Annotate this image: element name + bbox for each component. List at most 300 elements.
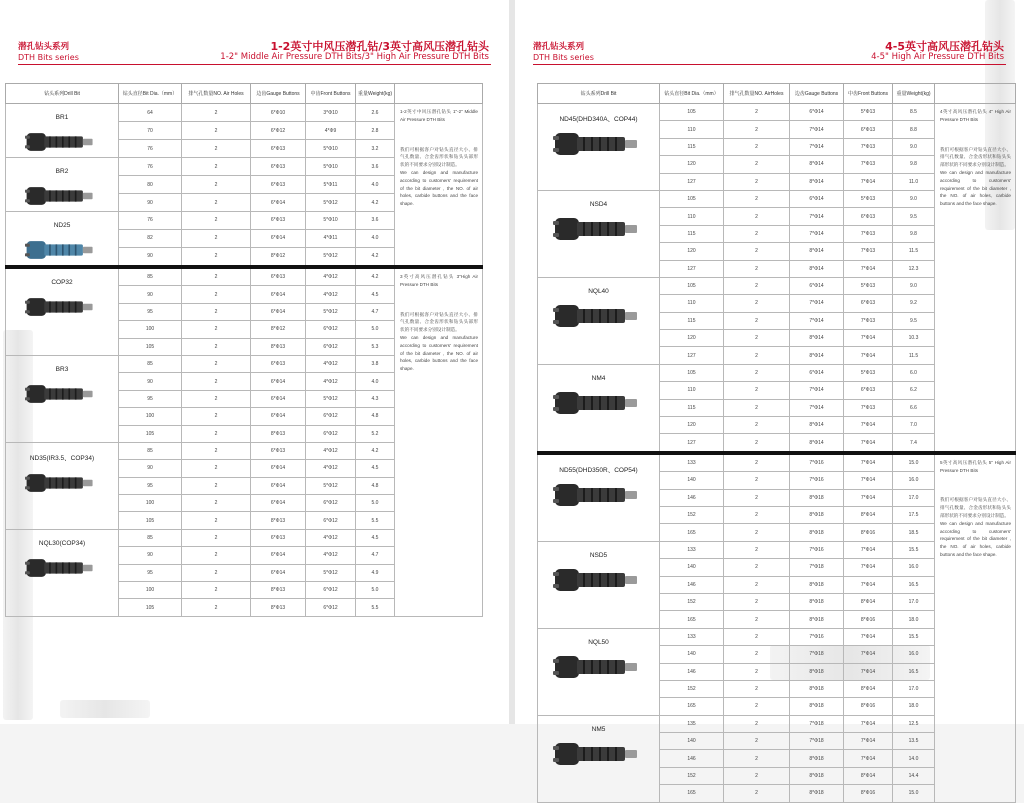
front-buttons-cell: 7*Φ14 — [844, 628, 893, 645]
bit-diameter-cell: 140 — [660, 646, 724, 663]
front-buttons-cell: 5*Φ12 — [306, 390, 356, 407]
gauge-buttons-cell: 6*Φ14 — [251, 229, 306, 247]
gauge-buttons-cell: 6*Φ12 — [251, 122, 306, 140]
bit-diameter-cell: 90 — [119, 194, 182, 212]
weight-cell: 5.5 — [356, 512, 395, 529]
drill-bit-model-name: NM4 — [591, 374, 606, 382]
gauge-buttons-cell: 6*Φ14 — [251, 303, 306, 320]
gauge-buttons-cell: 6*Φ14 — [251, 460, 306, 477]
front-buttons-cell: 5*Φ13 — [844, 277, 893, 294]
note-spacer — [400, 124, 478, 146]
air-holes-cell: 2 — [182, 477, 251, 494]
bit-diameter-cell: 110 — [660, 208, 724, 225]
bit-diameter-cell: 70 — [119, 122, 182, 140]
gauge-buttons-cell: 8*Φ14 — [790, 156, 844, 173]
br3-bit-icon — [6, 379, 118, 409]
gauge-buttons-cell: 8*Φ13 — [251, 582, 306, 599]
air-holes-cell: 2 — [182, 158, 251, 176]
spec-table — [5, 83, 483, 617]
weight-cell: 9.0 — [893, 277, 935, 294]
front-buttons-cell: 7*Φ14 — [844, 173, 893, 190]
front-buttons-cell: 6*Φ12 — [306, 408, 356, 425]
weight-cell: 8.5 — [893, 104, 935, 121]
gauge-buttons-cell: 8*Φ12 — [251, 321, 306, 338]
gauge-buttons-cell: 8*Φ14 — [790, 260, 844, 277]
front-buttons-cell: 5*Φ13 — [844, 190, 893, 207]
air-holes-cell: 2 — [724, 646, 790, 663]
air-holes-cell: 2 — [182, 140, 251, 158]
air-holes-cell: 2 — [724, 208, 790, 225]
weight-cell: 9.8 — [893, 225, 935, 242]
air-holes-cell: 2 — [724, 225, 790, 242]
weight-cell: 11.5 — [893, 347, 935, 364]
air-holes-cell: 2 — [724, 417, 790, 434]
weight-cell: 4.3 — [356, 390, 395, 407]
drill-bit-model-name: NQL50 — [588, 638, 609, 646]
notes-cell — [395, 267, 483, 616]
bit-diameter-cell: 76 — [119, 140, 182, 158]
nsd4-bit-icon — [538, 214, 659, 244]
front-buttons-cell: 7*Φ14 — [844, 453, 893, 472]
header-weight: 重量Weight(kg) — [893, 84, 935, 104]
weight-cell: 4.8 — [356, 408, 395, 425]
drill-bit-model-cell — [538, 190, 660, 277]
air-holes-cell: 2 — [724, 295, 790, 312]
air-holes-cell: 2 — [724, 611, 790, 628]
front-buttons-cell: 8*Φ14 — [844, 593, 893, 610]
front-buttons-cell: 7*Φ14 — [844, 260, 893, 277]
gauge-buttons-cell: 7*Φ14 — [790, 121, 844, 138]
table-row — [6, 104, 483, 122]
front-buttons-cell: 4*Φ12 — [306, 267, 356, 286]
front-buttons-cell: 6*Φ12 — [306, 599, 356, 616]
bit-diameter-cell: 165 — [660, 524, 724, 541]
weight-cell: 5.0 — [356, 582, 395, 599]
gauge-buttons-cell: 7*Φ16 — [790, 453, 844, 472]
air-holes-cell: 2 — [724, 121, 790, 138]
header-notes — [935, 84, 1016, 104]
air-holes-cell: 2 — [182, 547, 251, 564]
gauge-buttons-cell: 8*Φ14 — [790, 417, 844, 434]
air-holes-cell: 2 — [724, 243, 790, 260]
gauge-buttons-cell: 8*Φ14 — [790, 243, 844, 260]
weight-cell: 18.0 — [893, 698, 935, 715]
header-weight: 重量Weight(kg) — [356, 84, 395, 104]
weight-cell: 15.5 — [893, 541, 935, 558]
weight-cell: 8.8 — [893, 121, 935, 138]
gauge-buttons-cell: 7*Φ16 — [790, 628, 844, 645]
weight-cell: 6.2 — [893, 382, 935, 399]
bit-diameter-cell: 165 — [660, 785, 724, 802]
drill-bit-model-name: NQL30(COP34) — [38, 539, 86, 547]
bit-diameter-cell: 165 — [660, 698, 724, 715]
drill-bit-model-cell — [6, 212, 119, 268]
drill-bit-model-name: ND55(DHD350R、COP54) — [559, 466, 638, 474]
bit-diameter-cell: 146 — [660, 663, 724, 680]
drill-bit-model-name: BR3 — [55, 365, 69, 373]
front-buttons-cell: 8*Φ14 — [844, 767, 893, 784]
front-buttons-cell: 7*Φ14 — [844, 750, 893, 767]
header-drill-bit: 钻头系列Drill Bit — [538, 84, 660, 104]
page-title-en: 4-5" High Air Pressure DTH Bits — [871, 52, 1004, 62]
header-divider — [533, 64, 1006, 65]
gauge-buttons-cell: 8*Φ14 — [790, 173, 844, 190]
drill-bit-model-cell — [538, 277, 660, 364]
front-buttons-cell: 7*Φ14 — [844, 715, 893, 732]
weight-cell: 4.0 — [356, 176, 395, 194]
weight-cell: 3.6 — [356, 212, 395, 230]
page-title-cn: 1-2英寸中风压潜孔钻/3英寸高风压潜孔钻头 — [270, 40, 489, 53]
gauge-buttons-cell: 6*Φ14 — [790, 190, 844, 207]
bit-diameter-cell: 120 — [660, 243, 724, 260]
air-holes-cell: 2 — [724, 767, 790, 784]
table-row — [538, 104, 1016, 121]
drill-bit-model-cell — [6, 104, 119, 158]
front-buttons-cell: 8*Φ16 — [844, 524, 893, 541]
gauge-buttons-cell: 8*Φ14 — [790, 434, 844, 453]
bit-diameter-cell: 120 — [660, 330, 724, 347]
header-divider — [18, 64, 491, 65]
drill-bit-model-cell — [538, 628, 660, 715]
header-gauge-buttons: 边齿Gauge Buttons — [790, 84, 844, 104]
bit-diameter-cell: 140 — [660, 559, 724, 576]
weight-cell: 12.3 — [893, 260, 935, 277]
front-buttons-cell: 7*Φ14 — [844, 472, 893, 489]
bit-diameter-cell: 115 — [660, 225, 724, 242]
gauge-buttons-cell: 8*Φ18 — [790, 524, 844, 541]
front-buttons-cell: 7*Φ14 — [844, 434, 893, 453]
right-page — [515, 0, 1024, 797]
nd35-bit-icon — [6, 468, 118, 498]
air-holes-cell: 2 — [182, 303, 251, 320]
front-buttons-cell: 7*Φ14 — [844, 559, 893, 576]
gauge-buttons-cell: 7*Φ14 — [790, 225, 844, 242]
front-buttons-cell: 5*Φ12 — [306, 564, 356, 581]
gauge-buttons-cell: 6*Φ14 — [251, 373, 306, 390]
weight-cell: 15.5 — [893, 628, 935, 645]
nm5-bit-icon — [538, 739, 659, 769]
drill-bit-model-name: ND45(DHD340A、COP44) — [559, 116, 638, 123]
front-buttons-cell: 4*Φ9 — [306, 122, 356, 140]
bit-diameter-cell: 152 — [660, 593, 724, 610]
air-holes-cell: 2 — [724, 173, 790, 190]
air-holes-cell: 2 — [724, 785, 790, 802]
drill-bit-model-name: NSD5 — [589, 551, 608, 559]
air-holes-cell: 2 — [182, 495, 251, 512]
front-buttons-cell: 5*Φ13 — [844, 104, 893, 121]
gauge-buttons-cell: 8*Φ18 — [790, 593, 844, 610]
bit-diameter-cell: 100 — [119, 321, 182, 338]
bit-diameter-cell: 152 — [660, 680, 724, 697]
air-holes-cell: 2 — [724, 364, 790, 381]
bit-diameter-cell: 146 — [660, 489, 724, 506]
front-buttons-cell: 5*Φ13 — [844, 364, 893, 381]
gauge-buttons-cell: 8*Φ18 — [790, 698, 844, 715]
br1-bit-icon — [6, 127, 118, 157]
custom-design-note-en: We can design and manufacture according to customers' requirement of the bit diameter , the NO. of air holes, carbide buttons and the face shape. — [940, 520, 1011, 557]
weight-cell: 15.0 — [893, 785, 935, 802]
front-buttons-cell: 8*Φ14 — [844, 680, 893, 697]
gauge-buttons-cell: 6*Φ13 — [251, 267, 306, 286]
weight-cell: 6.6 — [893, 399, 935, 416]
bit-diameter-cell: 64 — [119, 104, 182, 122]
group-title-note: 5英寸高风压潜孔钻头 5" High Air Pressure DTH Bits — [940, 459, 1011, 473]
bit-diameter-cell: 127 — [660, 173, 724, 190]
section-title-cn: 潜孔钻头系列 — [533, 42, 585, 52]
weight-cell: 4.2 — [356, 247, 395, 267]
bit-diameter-cell: 152 — [660, 767, 724, 784]
bit-diameter-cell: 140 — [660, 472, 724, 489]
weight-cell: 3.6 — [356, 158, 395, 176]
gauge-buttons-cell: 8*Φ14 — [790, 347, 844, 364]
front-buttons-cell: 7*Φ14 — [844, 576, 893, 593]
weight-cell: 4.0 — [356, 229, 395, 247]
bit-diameter-cell: 110 — [660, 382, 724, 399]
drill-bit-model-name: BR1 — [55, 114, 69, 121]
front-buttons-cell: 6*Φ13 — [844, 295, 893, 312]
air-holes-cell: 2 — [182, 355, 251, 372]
nql30-bit-icon — [6, 553, 118, 583]
gauge-buttons-cell: 6*Φ13 — [251, 529, 306, 546]
weight-cell: 6.0 — [893, 364, 935, 381]
air-holes-cell: 2 — [724, 453, 790, 472]
drill-bit-model-cell — [6, 442, 119, 529]
weight-cell: 9.2 — [893, 295, 935, 312]
air-holes-cell: 2 — [724, 663, 790, 680]
front-buttons-cell: 5*Φ12 — [306, 303, 356, 320]
gauge-buttons-cell: 6*Φ13 — [251, 442, 306, 459]
weight-cell: 18.0 — [893, 611, 935, 628]
air-holes-cell: 2 — [182, 425, 251, 442]
bit-diameter-cell: 85 — [119, 442, 182, 459]
weight-cell: 5.3 — [356, 338, 395, 355]
weight-cell: 9.8 — [893, 156, 935, 173]
bit-diameter-cell: 146 — [660, 576, 724, 593]
header-bit-diameter: 钻头直径Bit Dia.（mm） — [119, 84, 182, 104]
bit-diameter-cell: 95 — [119, 477, 182, 494]
header-air-holes: 排气孔数量NO. AirHoles — [724, 84, 790, 104]
air-holes-cell: 2 — [182, 194, 251, 212]
weight-cell: 16.0 — [893, 472, 935, 489]
bit-diameter-cell: 120 — [660, 156, 724, 173]
drill-bit-model-cell — [538, 715, 660, 802]
bit-diameter-cell: 165 — [660, 611, 724, 628]
gauge-buttons-cell: 7*Φ16 — [790, 541, 844, 558]
weight-cell: 2.6 — [356, 104, 395, 122]
air-holes-cell: 2 — [724, 715, 790, 732]
custom-design-note-cn: 我们可根据客户对钻头直径大小、排气孔数量、合金齿形状和钻头头部形状的不同要求分别设计制造。 — [400, 311, 478, 333]
weight-cell: 3.8 — [356, 355, 395, 372]
weight-cell: 16.0 — [893, 559, 935, 576]
nd55-bit-icon — [538, 480, 659, 510]
weight-cell: 4.2 — [356, 442, 395, 459]
table-header-row — [538, 84, 1016, 104]
weight-cell: 4.0 — [356, 373, 395, 390]
front-buttons-cell: 7*Φ13 — [844, 312, 893, 329]
weight-cell: 5.0 — [356, 495, 395, 512]
weight-cell: 4.5 — [356, 286, 395, 303]
bit-diameter-cell: 152 — [660, 506, 724, 523]
weight-cell: 17.0 — [893, 593, 935, 610]
nd25-bit-icon — [6, 235, 118, 265]
air-holes-cell: 2 — [724, 750, 790, 767]
drill-bit-model-name: NQL40 — [588, 287, 609, 295]
nql50-bit-icon — [538, 652, 659, 682]
custom-design-note-en: We can design and manufacture according to customers' requirement of the bit diameter , the NO. of air holes, carbide buttons and the face shape. — [940, 169, 1011, 207]
weight-cell: 4.2 — [356, 194, 395, 212]
gauge-buttons-cell: 6*Φ13 — [251, 212, 306, 230]
front-buttons-cell: 7*Φ14 — [844, 663, 893, 680]
air-holes-cell: 2 — [724, 104, 790, 121]
gauge-buttons-cell: 6*Φ13 — [251, 176, 306, 194]
gauge-buttons-cell: 8*Φ18 — [790, 767, 844, 784]
air-holes-cell: 2 — [724, 541, 790, 558]
front-buttons-cell: 4*Φ11 — [306, 229, 356, 247]
drill-bit-model-name: NM5 — [591, 725, 606, 733]
section-title-en: DTH Bits series — [18, 53, 79, 62]
bit-diameter-cell: 120 — [660, 417, 724, 434]
air-holes-cell: 2 — [724, 698, 790, 715]
gauge-buttons-cell: 8*Φ18 — [790, 611, 844, 628]
front-buttons-cell: 4*Φ12 — [306, 547, 356, 564]
front-buttons-cell: 6*Φ12 — [306, 425, 356, 442]
bit-diameter-cell: 115 — [660, 312, 724, 329]
header-bit-diameter: 钻头直径Bit Dia.（mm） — [660, 84, 724, 104]
notes-cell — [935, 453, 1016, 802]
air-holes-cell: 2 — [724, 156, 790, 173]
bit-diameter-cell: 133 — [660, 453, 724, 472]
gauge-buttons-cell: 8*Φ13 — [251, 512, 306, 529]
weight-cell: 17.0 — [893, 680, 935, 697]
weight-cell: 9.5 — [893, 208, 935, 225]
front-buttons-cell: 7*Φ13 — [844, 243, 893, 260]
air-holes-cell: 2 — [182, 338, 251, 355]
bit-diameter-cell: 100 — [119, 582, 182, 599]
bit-diameter-cell: 105 — [660, 104, 724, 121]
gauge-buttons-cell: 6*Φ14 — [251, 495, 306, 512]
front-buttons-cell: 5*Φ12 — [306, 477, 356, 494]
bit-diameter-cell: 90 — [119, 373, 182, 390]
front-buttons-cell: 3*Φ10 — [306, 104, 356, 122]
table-row — [538, 453, 1016, 472]
weight-cell: 4.2 — [356, 267, 395, 286]
weight-cell: 13.5 — [893, 733, 935, 750]
bit-diameter-cell: 105 — [119, 599, 182, 616]
weight-cell: 5.2 — [356, 425, 395, 442]
gauge-buttons-cell: 8*Φ18 — [790, 506, 844, 523]
gauge-buttons-cell: 6*Φ14 — [790, 364, 844, 381]
gauge-buttons-cell: 6*Φ13 — [251, 140, 306, 158]
air-holes-cell: 2 — [182, 176, 251, 194]
bit-diameter-cell: 127 — [660, 260, 724, 277]
table-row — [6, 267, 483, 286]
front-buttons-cell: 8*Φ16 — [844, 785, 893, 802]
bit-diameter-cell: 105 — [660, 364, 724, 381]
nql40-bit-icon — [538, 301, 659, 331]
air-holes-cell: 2 — [182, 512, 251, 529]
gauge-buttons-cell: 8*Φ13 — [251, 425, 306, 442]
weight-cell: 11.0 — [893, 173, 935, 190]
gauge-buttons-cell: 7*Φ14 — [790, 399, 844, 416]
weight-cell: 18.5 — [893, 524, 935, 541]
drill-bit-model-cell — [538, 104, 660, 191]
bit-diameter-cell: 105 — [660, 277, 724, 294]
weight-cell: 14.0 — [893, 750, 935, 767]
front-buttons-cell: 6*Φ12 — [306, 512, 356, 529]
air-holes-cell: 2 — [182, 390, 251, 407]
bit-diameter-cell: 90 — [119, 460, 182, 477]
weight-cell: 7.0 — [893, 417, 935, 434]
gauge-buttons-cell: 7*Φ14 — [790, 138, 844, 155]
bit-diameter-cell: 90 — [119, 547, 182, 564]
front-buttons-cell: 5*Φ11 — [306, 176, 356, 194]
header-front-buttons: 中齿Front Buttons — [306, 84, 356, 104]
air-holes-cell: 2 — [182, 321, 251, 338]
gauge-buttons-cell: 7*Φ18 — [790, 715, 844, 732]
air-holes-cell: 2 — [724, 576, 790, 593]
air-holes-cell: 2 — [182, 408, 251, 425]
bit-diameter-cell: 133 — [660, 541, 724, 558]
bit-diameter-cell: 95 — [119, 390, 182, 407]
br2-bit-icon — [6, 181, 118, 211]
note-spacer — [940, 474, 1011, 496]
air-holes-cell: 2 — [724, 472, 790, 489]
gauge-buttons-cell: 7*Φ14 — [790, 382, 844, 399]
air-holes-cell: 2 — [724, 330, 790, 347]
weight-cell: 4.5 — [356, 529, 395, 546]
gauge-buttons-cell: 6*Φ14 — [251, 286, 306, 303]
group-title-note: 4英寸高风压潜孔钻头 4" High Air Pressure DTH Bits — [940, 109, 1011, 122]
front-buttons-cell: 6*Φ12 — [306, 582, 356, 599]
front-buttons-cell: 4*Φ12 — [306, 442, 356, 459]
bit-diameter-cell: 105 — [119, 425, 182, 442]
front-buttons-cell: 5*Φ12 — [306, 247, 356, 267]
gauge-buttons-cell: 6*Φ14 — [790, 104, 844, 121]
air-holes-cell: 2 — [724, 434, 790, 453]
gauge-buttons-cell: 8*Φ18 — [790, 489, 844, 506]
weight-cell: 5.5 — [356, 599, 395, 616]
gauge-buttons-cell: 8*Φ18 — [790, 750, 844, 767]
front-buttons-cell: 6*Φ12 — [306, 495, 356, 512]
drill-bit-model-cell — [538, 453, 660, 541]
front-buttons-cell: 7*Φ14 — [844, 417, 893, 434]
weight-cell: 4.7 — [356, 303, 395, 320]
gauge-buttons-cell: 6*Φ14 — [251, 564, 306, 581]
bit-diameter-cell: 100 — [119, 408, 182, 425]
drill-bit-model-cell — [6, 267, 119, 355]
air-holes-cell: 2 — [724, 277, 790, 294]
note-spacer — [400, 289, 478, 311]
bit-diameter-cell: 76 — [119, 212, 182, 230]
gauge-buttons-cell: 7*Φ16 — [790, 472, 844, 489]
bit-diameter-cell: 80 — [119, 176, 182, 194]
drill-bit-model-cell — [538, 541, 660, 628]
air-holes-cell: 2 — [182, 442, 251, 459]
weight-cell: 11.5 — [893, 243, 935, 260]
bit-diameter-cell: 85 — [119, 529, 182, 546]
weight-cell: 9.0 — [893, 138, 935, 155]
header-air-holes: 排气孔数量NO. Air Holes — [182, 84, 251, 104]
background-drill-decoration — [60, 700, 150, 718]
air-holes-cell: 2 — [182, 104, 251, 122]
air-holes-cell: 2 — [182, 599, 251, 616]
weight-cell: 14.4 — [893, 767, 935, 784]
section-title-en: DTH Bits series — [533, 53, 594, 62]
front-buttons-cell: 8*Φ14 — [844, 506, 893, 523]
gauge-buttons-cell: 7*Φ18 — [790, 733, 844, 750]
nsd5-bit-icon — [538, 565, 659, 595]
air-holes-cell: 2 — [724, 680, 790, 697]
